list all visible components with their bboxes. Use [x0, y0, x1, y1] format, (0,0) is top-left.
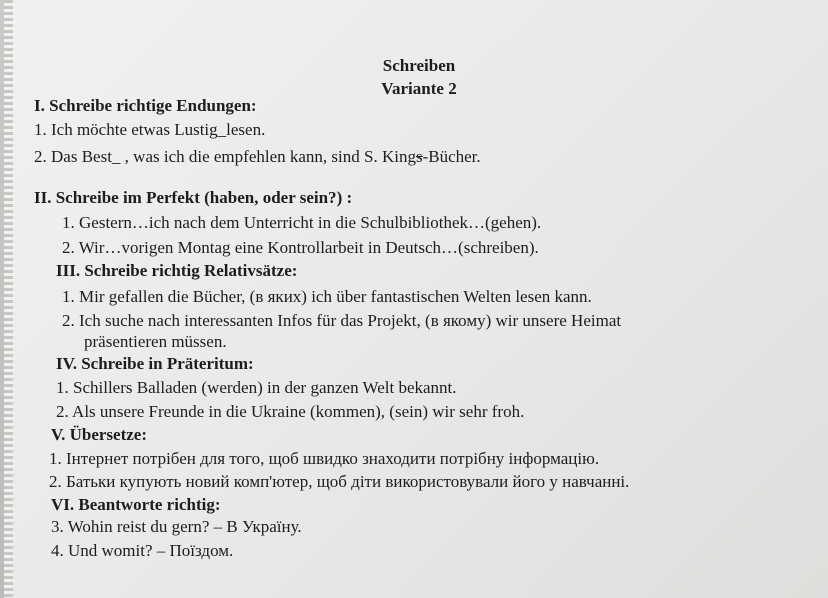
section-5-heading: V. Übersetze: [51, 425, 147, 444]
section-1-item-2 [34, 146, 481, 168]
section-6-heading: VI. Beantworte richtig: [51, 495, 221, 514]
variant-label: Variante 2 [381, 79, 457, 98]
section-3-item-2: 2. Ich suche nach interessanten Infos für das Projekt, (в якому) wir unsere Heimat [62, 311, 622, 330]
section-4-item-2: 2. Als unsere Freunde in die Ukraine (kommen), (sein) wir sehr froh. [56, 402, 525, 421]
section-1-item-2-text: 2. Das Best_ , was ich die empfehlen kann, sind S. King [34, 147, 416, 166]
section-2-heading-c: , oder [254, 188, 300, 207]
section-1-item-1: 1. Ich möchte etwas Lustig_lesen. [34, 120, 266, 139]
section-6-item-1: 3. Wohin reist du gern? – В Україну. [51, 517, 302, 536]
section-1-item-2-end: -Bücher. [422, 147, 481, 166]
page-title: Schreiben [382, 56, 456, 75]
section-2-item-1: 1. Gestern…ich nach dem Unterricht in die Schulbibliothek…(gehen). [62, 213, 542, 232]
section-2-heading-sein: sein? [299, 188, 337, 207]
worksheet-paper [4, 0, 828, 598]
section-4-heading: IV. Schreibe in Präteritum: [56, 354, 254, 373]
section-5-item-1: 1. Інтернет потрібен для того, щоб швидко знаходити потрібну інформацію. [49, 449, 600, 468]
section-2-heading-a: II. Schreibe im Perfekt ( [34, 188, 210, 207]
section-3-heading: III. Schreibe richtig Relativsätze: [56, 261, 298, 280]
section-2-item-2: 2. Wir…vorigen Montag eine Kontrollarbeit in Deutsch…(schreiben). [62, 238, 539, 257]
crossed-out-letter: s [415, 147, 423, 166]
section-2-heading-e: ) : [336, 188, 353, 207]
section-6-item-2: 4. Und womit? – Поїздом. [51, 541, 234, 560]
section-3-item-2-continued: präsentieren müssen. [84, 332, 227, 351]
section-3-item-1: 1. Mir gefallen die Bücher, (в яких) ich über fantastischen Welten lesen kann. [62, 287, 592, 306]
section-5-item-2: 2. Батьки купують новий комп'ютер, щоб діти використовували його у навчанні. [49, 472, 630, 491]
section-2-heading-haben: haben [209, 188, 255, 207]
section-4-item-1: 1. Schillers Balladen (werden) in der ganzen Welt bekannt. [56, 378, 457, 397]
section-1-heading: I. Schreibe richtige Endungen: [34, 96, 257, 115]
section-2-heading [34, 187, 352, 209]
perforated-edge [4, 0, 13, 598]
